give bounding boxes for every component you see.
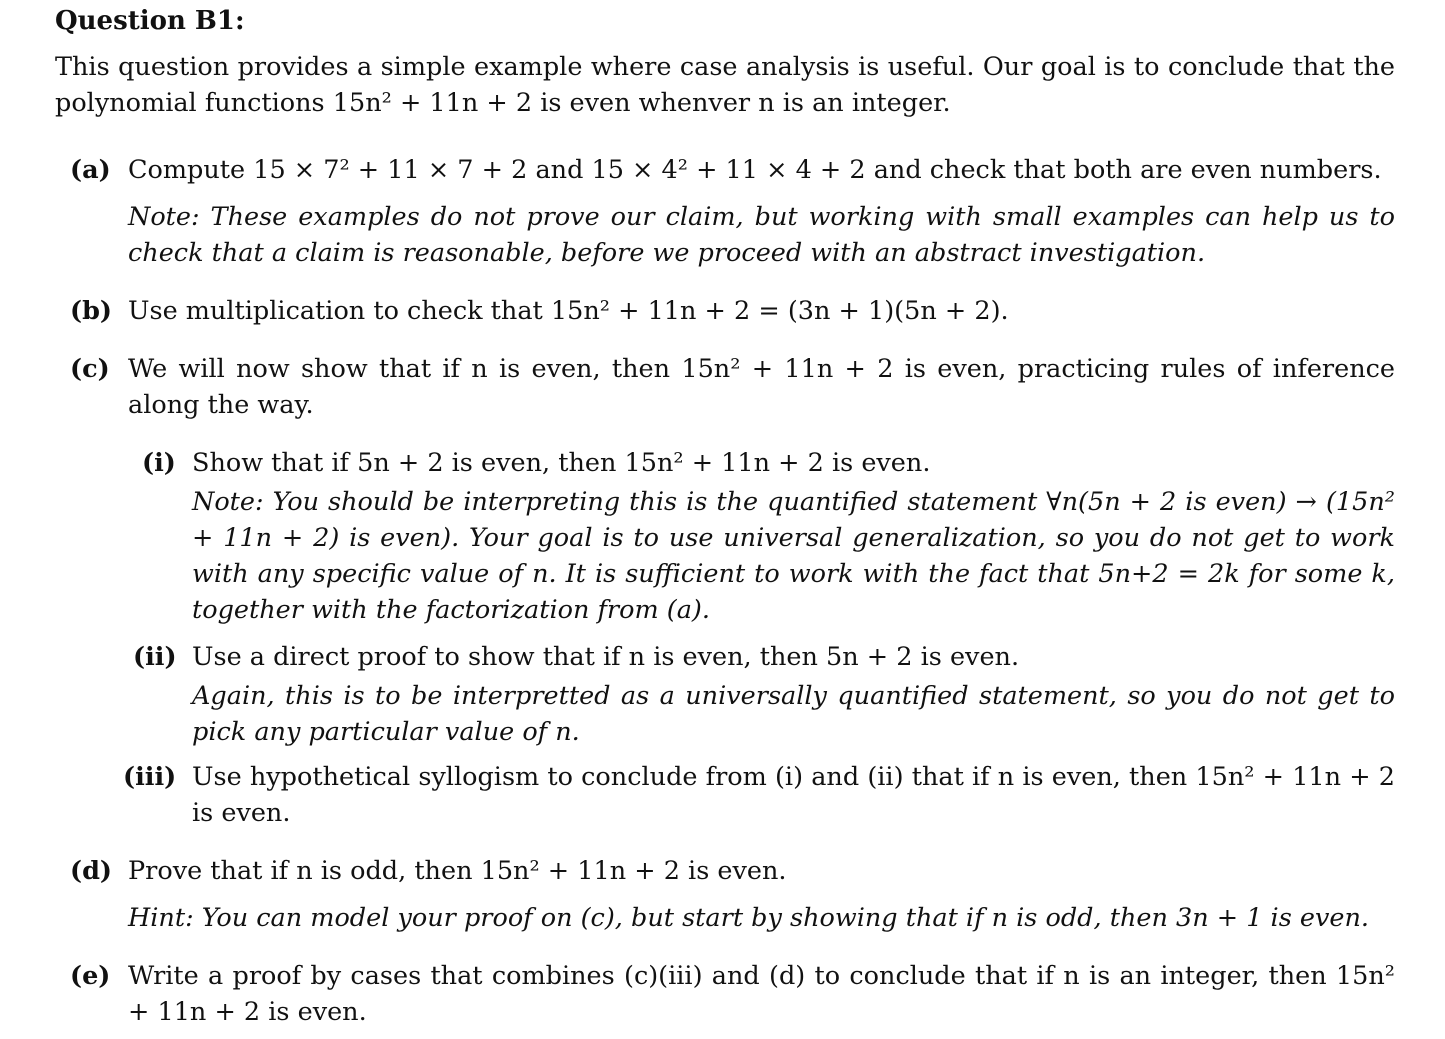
part-c-ii-note: Again, this is to be interpretted as a universally quantified statement, so you do not get to pick any particular value of n. [192, 681, 1395, 747]
question-title: Question B1: [55, 6, 245, 36]
part-c-ii-text: Use a direct proof to show that if n is even, then 5n + 2 is even. [192, 642, 1020, 672]
question-intro: This question provides a simple example where case analysis is useful. Our goal is to conclude that the polynomial functions 15n² + 11n + 2 is even whenver n is an integer. [55, 52, 1395, 118]
part-a-label: (a) [70, 155, 111, 185]
part-a-note: Note: These examples do not prove our claim, but working with small examples can help us to check that a claim is reasonable, before we proceed with an abstract investigation. [128, 202, 1395, 268]
part-c-i-note: Note: You should be interpreting this is the quantified statement ∀n(5n + 2 is even) → (15n² + 11n + 2) is even). Your goal is to use universal generalization, so you do not get to work with any specific value of n. It is sufficient to work with the fact that 5n+2 = 2k for some k, together with the factorization from (a). [192, 487, 1395, 625]
part-d-label: (d) [70, 856, 112, 886]
part-b-text: Use multiplication to check that 15n² + 11n + 2 = (3n + 1)(5n + 2). [128, 296, 1009, 326]
part-c-label: (c) [70, 354, 110, 384]
part-c-iii-text: Use hypothetical syllogism to conclude from (i) and (ii) that if n is even, then 15n² + 11n + 2 is even. [192, 762, 1395, 828]
part-c-i-label: (i) [142, 448, 176, 478]
part-c-i-text: Show that if 5n + 2 is even, then 15n² + 11n + 2 is even. [192, 448, 931, 478]
part-a-text: Compute 15 × 7² + 11 × 7 + 2 and 15 × 4² + 11 × 4 + 2 and check that both are even numbers. [128, 155, 1382, 185]
part-e-text: Write a proof by cases that combines (c)(iii) and (d) to conclude that if n is an integer, then 15n² + 11n + 2 is even. [128, 961, 1395, 1027]
part-e-label: (e) [70, 961, 111, 991]
part-b-label: (b) [70, 296, 112, 326]
part-c-ii-label: (ii) [133, 642, 177, 672]
part-c-text: We will now show that if n is even, then 15n² + 11n + 2 is even, practicing rules of inference along the way. [128, 354, 1395, 420]
part-d-text: Prove that if n is odd, then 15n² + 11n + 2 is even. [128, 856, 787, 886]
part-c-iii-label: (iii) [123, 762, 177, 792]
part-d-hint: Hint: You can model your proof on (c), but start by showing that if n is odd, then 3n + 1 is even. [128, 903, 1370, 933]
